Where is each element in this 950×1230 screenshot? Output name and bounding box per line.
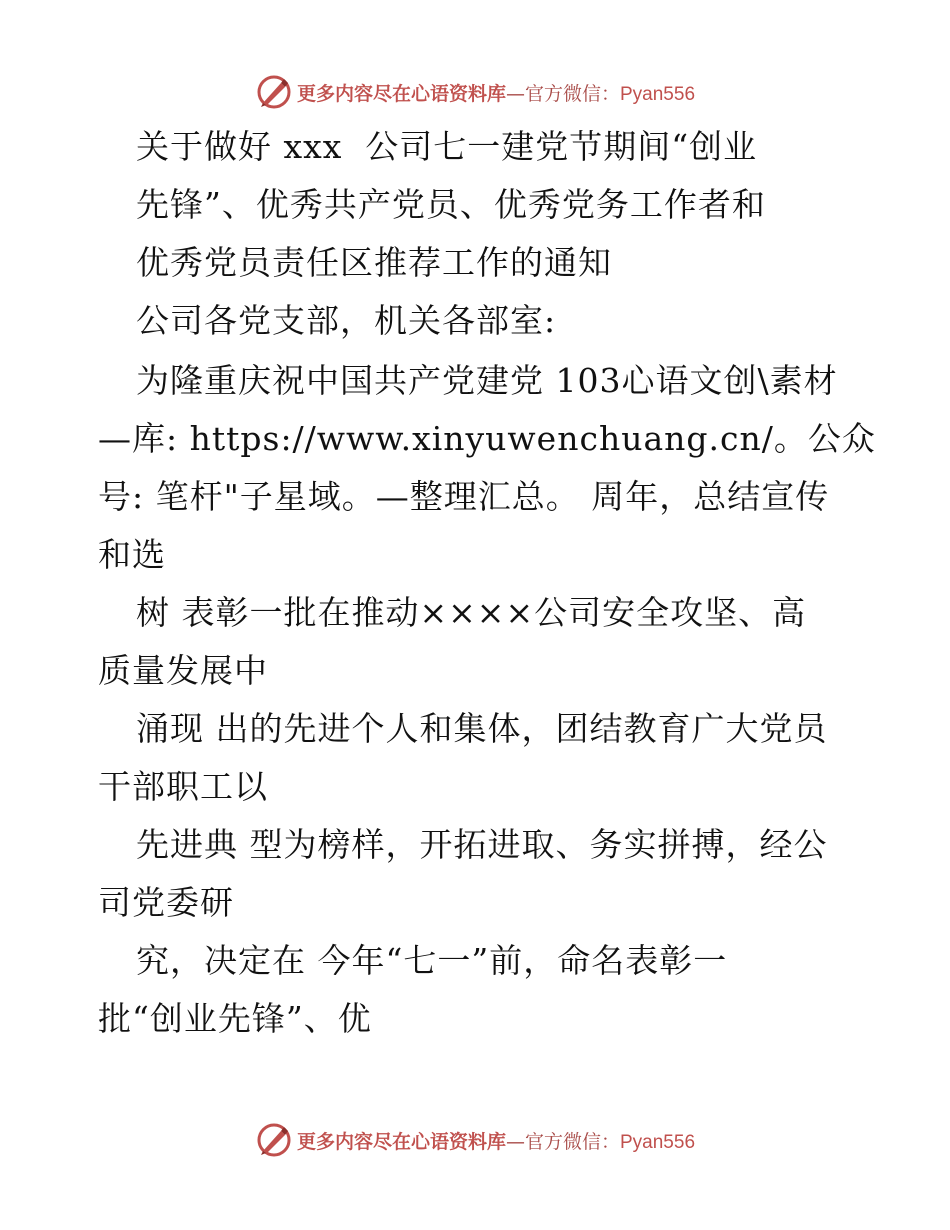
watermark-separator: — (505, 1130, 525, 1153)
title-line-3: 优秀党员责任区推荐工作的通知 (136, 243, 612, 282)
footer-watermark (0, 1118, 950, 1162)
body-line: 究，决定在 今年“七一”前，命名表彰一 (136, 941, 728, 980)
watermark-main-text: 更多内容尽在心语资料库 (296, 1130, 506, 1153)
pen-logo-icon (255, 73, 293, 111)
body-line: 批“创业先锋”、优 (98, 999, 372, 1038)
body-line: 和选 (98, 535, 166, 574)
pen-logo-icon (255, 1121, 293, 1159)
watermark-text (297, 79, 695, 106)
body-line: —库: https://www.xinyuwenchuang.cn/。公众 (98, 419, 876, 458)
watermark-label: 官方微信： (524, 1130, 620, 1153)
body-line: 先进典 型为榜样，开拓进取、务实拼搏，经公 (136, 825, 828, 864)
body-line: 号: 笔杆"子星域。—整理汇总。 周年，总结宣传 (98, 477, 830, 516)
body-line: 涌现 出的先进个人和集体，团结教育广大党员 (136, 709, 828, 748)
watermark-separator: — (505, 82, 525, 105)
header-watermark (0, 70, 950, 114)
watermark-text (297, 1127, 695, 1154)
watermark-label: 官方微信： (524, 82, 620, 105)
body-line: 干部职工以 (98, 767, 268, 806)
body-line: 质量发展中 (98, 651, 268, 690)
title-line-2: 先锋”、优秀共产党员、优秀党务工作者和 (136, 185, 766, 224)
watermark-wechat-id: Pyan556 (620, 83, 696, 105)
body-line: 树 表彰一批在推动××××公司安全攻坚、高 (136, 593, 807, 632)
title-line-1: 关于做好 xxx 公司七一建党节期间“创业 (136, 127, 758, 166)
body-line: 为隆重庆祝中国共产党建党 103心语文创\素材 (136, 361, 838, 400)
watermark-main-text: 更多内容尽在心语资料库 (296, 82, 506, 105)
salutation: 公司各党支部，机关各部室: (136, 301, 557, 340)
watermark-wechat-id: Pyan556 (620, 1131, 696, 1153)
body-line: 司党委研 (98, 883, 234, 922)
